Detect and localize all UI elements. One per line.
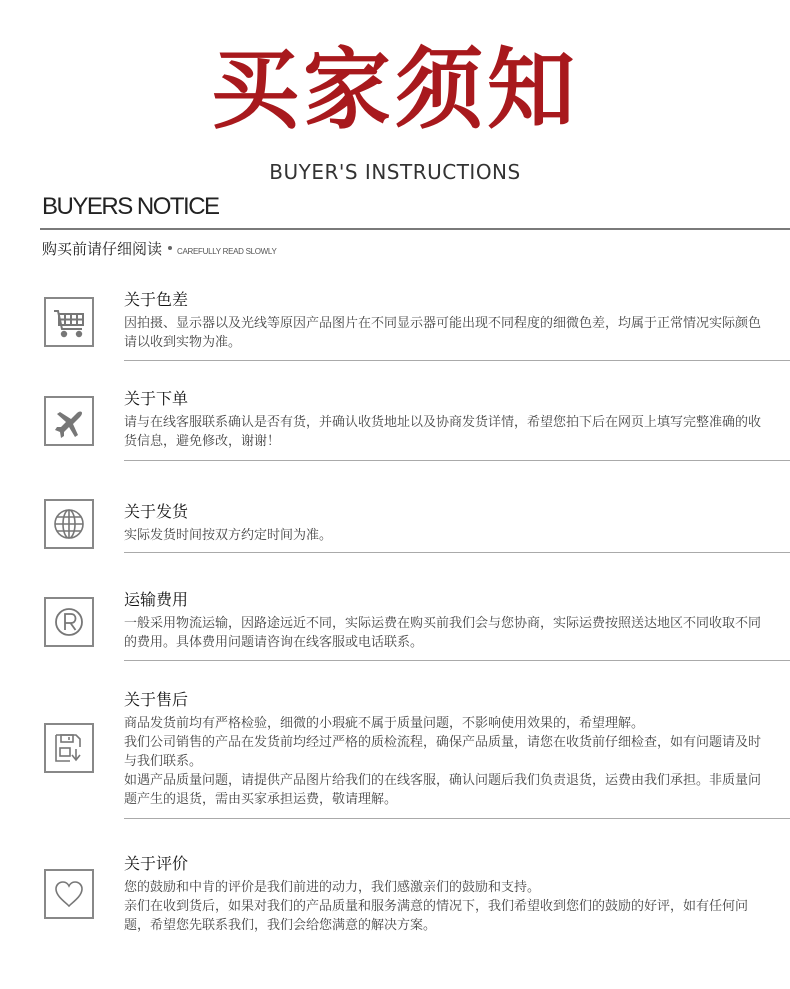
section-body bbox=[124, 878, 772, 935]
section-line: 因拍摄、显示器以及光线等原因产品图片在不同显示器可能出现不同程度的细微色差，均属于正常情况实际颜色请以收到实物为准。 bbox=[124, 316, 762, 350]
read-carefully-heading bbox=[42, 238, 277, 259]
section-title: 运输费用 bbox=[124, 590, 189, 609]
read-carefully-en: CAREFULLY READ SLOWLY bbox=[177, 247, 277, 256]
airplane-icon bbox=[44, 396, 94, 446]
section-body bbox=[124, 526, 772, 545]
section-line: 请与在线客服联系确认是否有货，并确认收货地址以及协商发货详情，希望您拍下后在网页上填写完整准确的收货信息，避免修改，谢谢！ bbox=[124, 415, 762, 449]
section-divider bbox=[124, 460, 790, 461]
notice-divider bbox=[40, 228, 790, 230]
page-subtitle: BUYER'S INSTRUCTIONS bbox=[269, 160, 521, 184]
notice-heading: BUYERS NOTICE bbox=[42, 193, 219, 220]
read-carefully-cn: 购买前请仔细阅读 bbox=[42, 240, 163, 258]
section-divider bbox=[124, 660, 790, 661]
section-line: 亲们在收到货后，如果对我们的产品质量和服务满意的情况下，我们希望收到您们的鼓励的好评，如有任何问题，希望您先联系我们，我们会给您满意的解决方案。 bbox=[124, 899, 749, 933]
section-line: 您的鼓励和中肯的评价是我们前进的动力，我们感激亲们的鼓励和支持。 bbox=[124, 880, 541, 895]
section-line: 如遇产品质量问题，请提供产品图片给我们的在线客服，确认问题后我们负责退货，运费由我们承担。非质量问题产生的退货，需由买家承担运费，敬请理解。 bbox=[124, 773, 762, 807]
section-line: 商品发货前均有严格检验，细微的小瑕疵不属于质量问题，不影响使用效果的，希望理解。 bbox=[124, 716, 645, 731]
section-title: 关于下单 bbox=[124, 389, 189, 408]
save-download-icon bbox=[44, 723, 94, 773]
section-title: 关于色差 bbox=[124, 290, 189, 309]
shopping-cart-icon bbox=[44, 297, 94, 347]
section-body bbox=[124, 614, 772, 652]
section-line: 一般采用物流运输，因路途远近不同，实际运费在购买前我们会与您协商，实际运费按照送达地区不同收取不同的费用。具体费用问题请咨询在线客服或电话联系。 bbox=[124, 616, 762, 650]
section-title: 关于售后 bbox=[124, 690, 189, 709]
page-title: 买家须知 bbox=[210, 38, 579, 141]
globe-icon bbox=[44, 499, 94, 549]
section-body bbox=[124, 413, 772, 451]
section-line: 我们公司销售的产品在发货前均经过严格的质检流程，确保产品质量，请您在收货前仔细检查，如有问题请及时与我们联系。 bbox=[124, 735, 762, 769]
bullet-dot bbox=[168, 246, 172, 250]
section-body bbox=[124, 714, 772, 809]
heart-icon bbox=[44, 869, 94, 919]
section-divider bbox=[124, 552, 790, 553]
section-body bbox=[124, 314, 772, 352]
section-line: 实际发货时间按双方约定时间为准。 bbox=[124, 528, 333, 543]
registered-icon bbox=[44, 597, 94, 647]
section-divider bbox=[124, 818, 790, 819]
section-title: 关于评价 bbox=[124, 854, 189, 873]
section-divider bbox=[124, 360, 790, 361]
section-title: 关于发货 bbox=[124, 502, 189, 521]
